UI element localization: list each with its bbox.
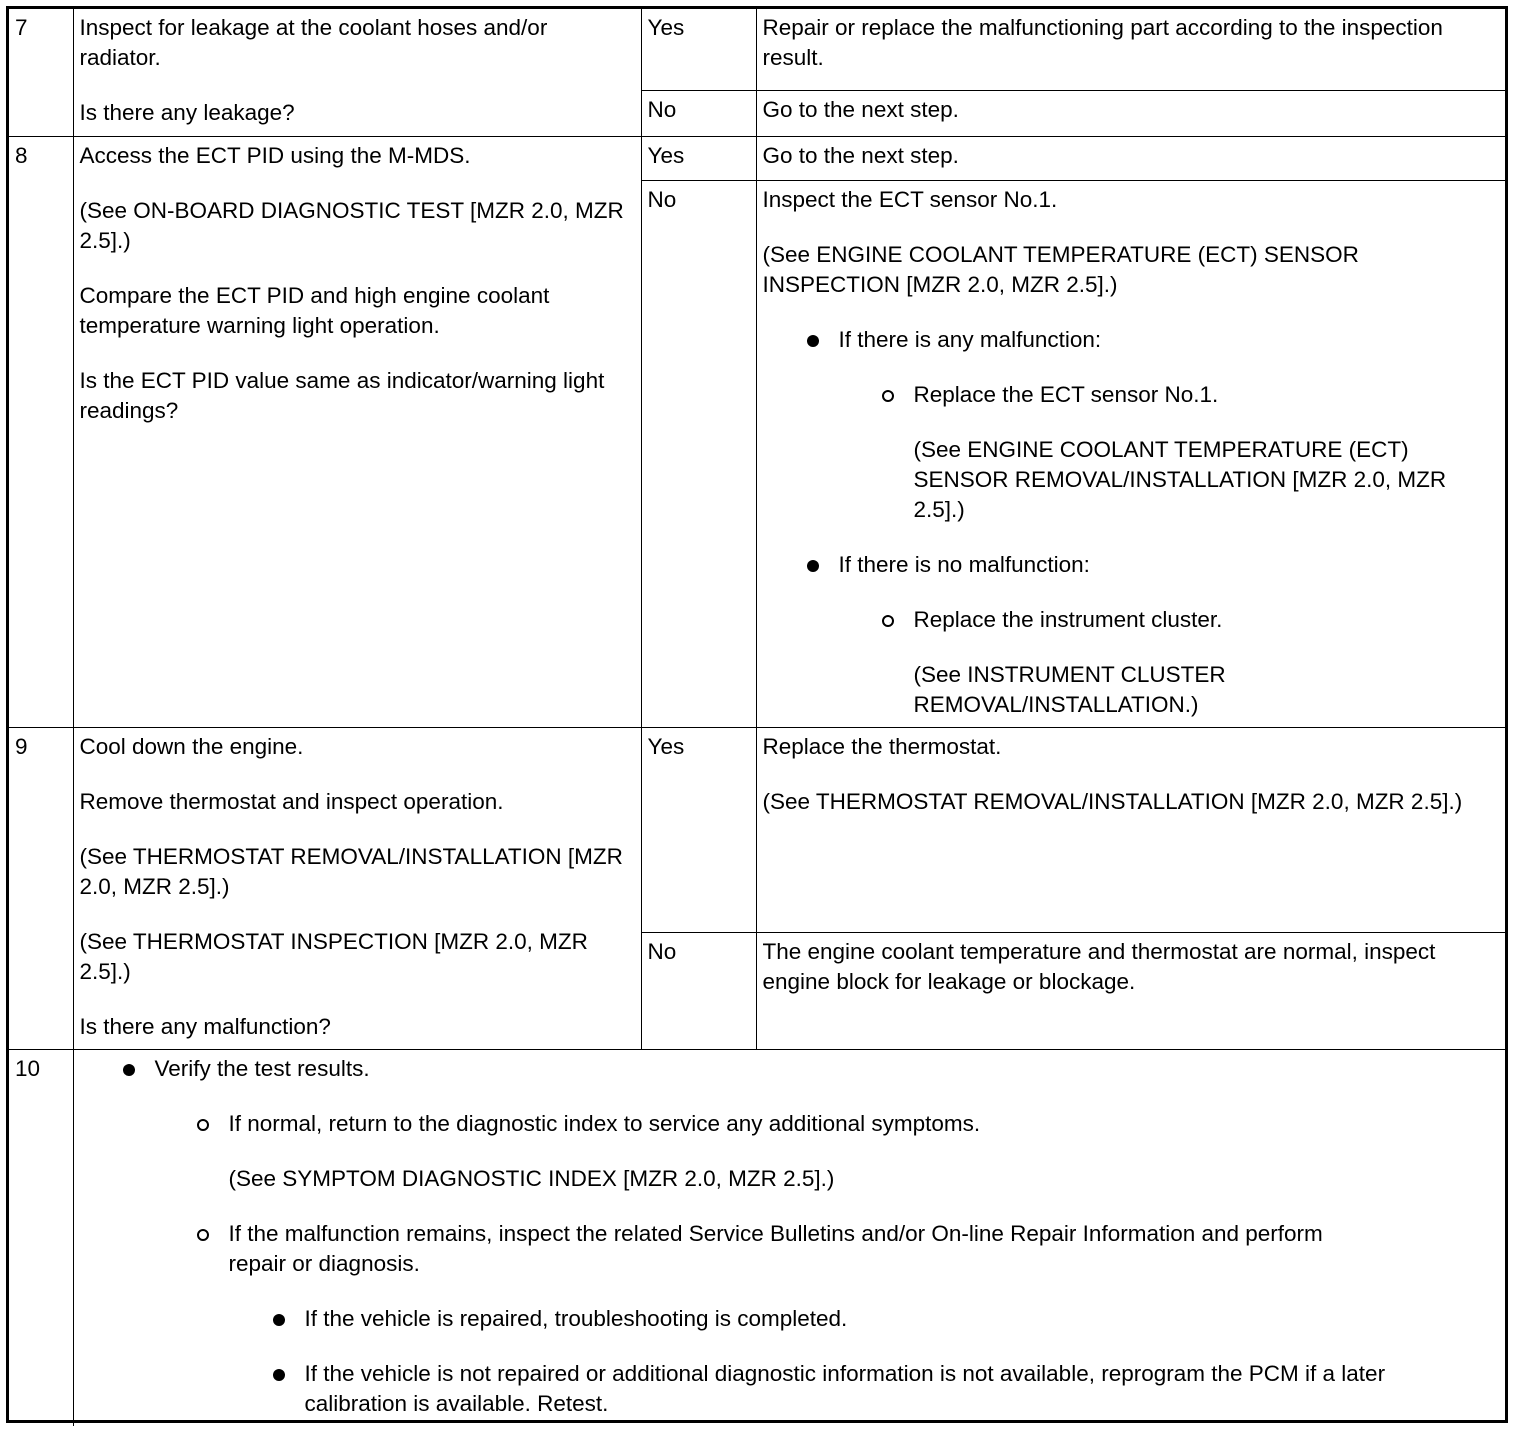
bullet-text: Verify the test results.: [154, 1055, 370, 1081]
bullet-item: [155, 1054, 1500, 1084]
step-action: [73, 9, 641, 136]
bullet-dot-icon: [807, 560, 819, 572]
detail-bullet-item: [305, 1359, 1415, 1419]
step-action: [73, 136, 641, 727]
detail-bullet-text: If the vehicle is repaired, troubleshooting is completed.: [304, 1305, 848, 1331]
result-no-label: No: [641, 932, 756, 1049]
action-reference: (See ON-BOARD DIAGNOSTIC TEST [MZR 2.0, MZR 2.5].): [79, 197, 624, 253]
result-no-action: [756, 180, 1505, 727]
action-text: Inspect for leakage at the coolant hoses and/or radiator.: [79, 15, 548, 70]
step-action: [73, 727, 641, 1049]
no-action-reference: (See ENGINE COOLANT TEMPERATURE (ECT) SENSOR INSPECTION [MZR 2.0, MZR 2.5].): [762, 241, 1359, 297]
detail-bullet-text: If the vehicle is not repaired or additional diagnostic information is not available, reprogram the PCM if a later calibration is available. Retest.: [304, 1360, 1386, 1416]
action-text: Cool down the engine.: [79, 733, 304, 759]
diagnostic-table: [9, 9, 1505, 1426]
bullet-dot-icon: [273, 1369, 285, 1381]
table-row-step-9: [9, 727, 1505, 932]
action-question: Is there any malfunction?: [79, 1013, 331, 1039]
result-yes-label: Yes: [641, 136, 756, 180]
action-question: Is there any leakage?: [79, 100, 295, 125]
result-no-action: The engine coolant temperature and thermostat are normal, inspect engine block for leakage or blockage.: [756, 932, 1505, 1049]
step-number: 8: [9, 136, 73, 727]
sub-bullet-item: [229, 1219, 1369, 1279]
action-text: Access the ECT PID using the M-MDS.: [79, 142, 471, 168]
yes-action-text: Replace the thermostat.: [762, 733, 1002, 759]
result-yes-label: Yes: [641, 9, 756, 90]
result-no-label: No: [641, 90, 756, 136]
bullet-dot-icon: [273, 1314, 285, 1326]
bullet-dot-icon: [123, 1064, 135, 1076]
step-number: 7: [9, 9, 73, 136]
bullet-item: [839, 550, 1500, 580]
result-yes-action: Go to the next step.: [756, 136, 1505, 180]
sub-bullet-reference: (See SYMPTOM DIAGNOSTIC INDEX [MZR 2.0, MZR 2.5].): [228, 1165, 835, 1191]
result-no-action: Go to the next step.: [756, 90, 1505, 136]
bullet-circle-icon: [882, 390, 894, 402]
result-yes-action: Repair or replace the malfunctioning part according to the inspection result.: [756, 9, 1505, 90]
action-reference: (See THERMOSTAT INSPECTION [MZR 2.0, MZR 2.5].): [79, 928, 588, 984]
bullet-circle-icon: [197, 1229, 209, 1241]
troubleshooting-page: [6, 6, 1508, 1423]
sub-bullet-text: Replace the ECT sensor No.1.: [913, 381, 1219, 407]
action-text: Compare the ECT PID and high engine coolant temperature warning light operation.: [79, 282, 550, 338]
action-text: Remove thermostat and inspect operation.: [79, 788, 504, 814]
table-row-step-10: [9, 1049, 1505, 1426]
sub-bullet-item: [914, 380, 1500, 410]
step-number: 9: [9, 727, 73, 1049]
bullet-circle-icon: [197, 1119, 209, 1131]
detail-bullet-item: [305, 1304, 1500, 1334]
table-row-step-7: [9, 9, 1505, 90]
bullet-item: [839, 325, 1500, 355]
sub-bullet-text: Replace the instrument cluster.: [913, 606, 1223, 632]
result-yes-label: Yes: [641, 727, 756, 932]
action-reference: (See THERMOSTAT REMOVAL/INSTALLATION [MZR 2.0, MZR 2.5].): [79, 843, 623, 899]
sub-bullet-item: [229, 1109, 1500, 1139]
sub-bullet-text: If normal, return to the diagnostic index to service any additional symptoms.: [228, 1110, 981, 1136]
result-no-label: No: [641, 180, 756, 727]
sub-bullet-reference: (See INSTRUMENT CLUSTER REMOVAL/INSTALLATION.): [913, 661, 1226, 717]
sub-bullet-item: [914, 605, 1500, 635]
sub-bullet-text: If the malfunction remains, inspect the related Service Bulletins and/or On-line Repair Information and perform repair or diagnosis.: [228, 1220, 1323, 1276]
no-action-text: Inspect the ECT sensor No.1.: [762, 186, 1058, 212]
step-number: 10: [9, 1049, 73, 1426]
bullet-text: If there is no malfunction:: [838, 551, 1090, 577]
action-question: Is the ECT PID value same as indicator/warning light readings?: [79, 367, 605, 423]
sub-bullet-reference: (See ENGINE COOLANT TEMPERATURE (ECT) SENSOR REMOVAL/INSTALLATION [MZR 2.0, MZR 2.5].): [913, 436, 1447, 522]
yes-action-reference: (See THERMOSTAT REMOVAL/INSTALLATION [MZR 2.0, MZR 2.5].): [762, 788, 1463, 814]
result-yes-action: [756, 727, 1505, 932]
step-action: [73, 1049, 1505, 1426]
bullet-circle-icon: [882, 615, 894, 627]
table-row-step-8: [9, 136, 1505, 180]
bullet-text: If there is any malfunction:: [838, 326, 1102, 352]
bullet-dot-icon: [807, 335, 819, 347]
